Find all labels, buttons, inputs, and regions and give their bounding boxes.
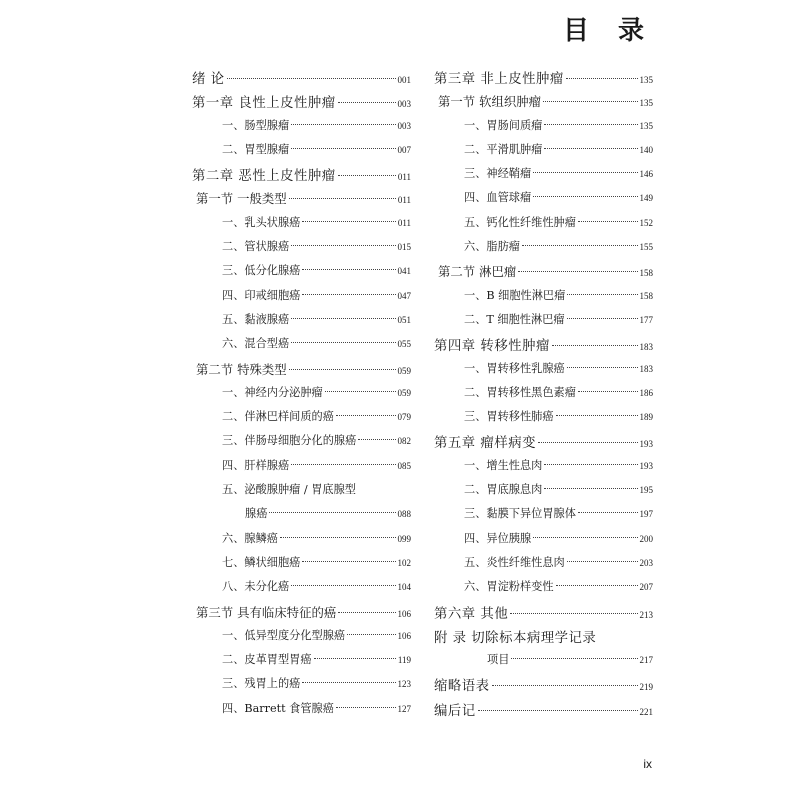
toc-entry-title: 绪 论 [192, 72, 225, 87]
toc-entry[interactable] [192, 627, 411, 651]
toc-page-number: 221 [639, 706, 653, 717]
toc-dot-leader [291, 342, 395, 343]
page-title: 目 录 [562, 16, 654, 46]
toc-entry[interactable] [434, 408, 653, 432]
toc-dot-leader [533, 172, 637, 173]
toc-dot-leader [492, 685, 638, 686]
toc-dot-leader [556, 585, 638, 586]
toc-dot-leader [566, 78, 638, 79]
toc-entry[interactable] [192, 675, 411, 699]
toc-dot-leader [347, 634, 395, 635]
toc-entry-title: 五、泌酸腺肿瘤 / 胃底腺型 [222, 483, 356, 497]
toc-entry-title: 三、神经鞘瘤 [464, 167, 532, 181]
toc-dot-leader [291, 585, 395, 586]
toc-entry-title: 四、血管球瘤 [464, 191, 532, 205]
toc-entry[interactable] [192, 432, 411, 456]
toc-entry[interactable] [192, 651, 411, 675]
toc-entry[interactable] [434, 214, 653, 238]
toc-page-number: 003 [397, 120, 411, 131]
toc-right-column [434, 68, 653, 724]
toc-dot-leader [291, 245, 395, 246]
toc-page-number: 055 [397, 339, 411, 350]
toc-dot-leader [578, 512, 638, 513]
toc-page-number: 001 [397, 75, 411, 85]
toc-dot-leader [269, 512, 395, 513]
toc-page-number: 011 [397, 195, 411, 206]
toc-entry-title: 五、炎性纤维性息肉 [464, 555, 565, 569]
toc-entry-title: 第二章 恶性上皮性肿瘤 [192, 169, 336, 185]
toc-page-number: 189 [639, 412, 653, 423]
toc-page-number: 158 [639, 290, 653, 301]
toc-entry[interactable] [434, 117, 653, 141]
toc-page-number: 011 [397, 217, 411, 228]
toc-entry-title: 六、胃淀粉样变性 [464, 580, 554, 594]
toc-page-number: 149 [639, 193, 653, 204]
toc-entry[interactable] [434, 675, 653, 699]
toc-dot-leader [302, 561, 395, 562]
toc-page-number: 119 [397, 655, 411, 666]
toc-entry[interactable] [434, 141, 653, 165]
toc-entry[interactable] [192, 189, 411, 213]
toc-dot-leader [289, 369, 396, 370]
toc-entry-title: 四、Barrett 食管腺癌 [222, 701, 334, 715]
toc-page-number: 082 [397, 436, 411, 447]
toc-entry-title: 三、胃转移性肺癌 [464, 410, 554, 424]
toc-page-number: 193 [639, 439, 653, 450]
toc-page-number: 127 [397, 703, 411, 714]
toc-entry[interactable] [434, 554, 653, 578]
toc-entry[interactable] [192, 408, 411, 432]
toc-page-number: 146 [639, 169, 653, 180]
toc-dot-leader [533, 196, 637, 197]
toc-page-number: 197 [639, 509, 653, 520]
toc-entry-title: 腺癌 [245, 507, 268, 521]
toc-entry[interactable] [192, 262, 411, 286]
toc-entry[interactable] [192, 92, 411, 116]
toc-entry-title: 三、残胃上的癌 [222, 677, 301, 691]
toc-entry-title: 一、增生性息肉 [464, 458, 543, 472]
toc-dot-leader [511, 658, 637, 659]
page-number: ix [643, 757, 652, 771]
toc-entry[interactable] [192, 165, 411, 189]
toc-page-number: 213 [639, 609, 653, 620]
toc-entry-title: 一、胃肠间质瘤 [464, 118, 543, 132]
toc-dot-leader [289, 198, 396, 199]
toc-entry-title: 四、异位胰腺 [464, 531, 532, 545]
toc-dot-leader [302, 221, 396, 222]
toc-page-number: 152 [639, 217, 653, 228]
toc-entry-title: 二、平滑肌肿瘤 [464, 142, 543, 156]
toc-entry[interactable] [192, 384, 411, 408]
toc-entry[interactable] [434, 651, 653, 675]
toc-dot-leader [358, 439, 395, 440]
toc-entry-title: 三、低分化腺癌 [222, 264, 301, 278]
toc-entry-title: 六、腺鳞癌 [222, 531, 278, 545]
toc-dot-leader [543, 101, 637, 102]
toc-dot-leader [302, 269, 395, 270]
toc-dot-leader [291, 318, 395, 319]
toc-entry[interactable] [192, 700, 411, 724]
toc-entry[interactable] [434, 578, 653, 602]
toc-entry[interactable] [434, 238, 653, 262]
toc-page-number: 183 [639, 342, 653, 353]
toc-page-number: 003 [397, 99, 411, 110]
toc-page-number: 158 [639, 268, 653, 279]
toc-entry[interactable] [192, 117, 411, 141]
toc-entry[interactable] [192, 68, 411, 92]
toc-dot-leader [280, 537, 396, 538]
toc-page-number: 041 [397, 266, 411, 277]
toc-entry-title: 五、钙化性纤维性肿瘤 [464, 215, 576, 229]
toc-entry-title: 一、乳头状腺癌 [222, 215, 301, 229]
toc-dot-leader [302, 294, 395, 295]
toc-entry-title: 编后记 [434, 703, 476, 719]
toc-dot-leader [227, 78, 396, 79]
toc-entry-title: 第二节 淋巴瘤 [438, 264, 517, 280]
toc-entry-title: 四、印戒细胞癌 [222, 288, 301, 302]
toc-dot-leader [544, 148, 637, 149]
toc-dot-leader [538, 442, 638, 443]
toc-page-number: 106 [397, 608, 411, 619]
toc-entry-title: 第二节 特殊类型 [196, 361, 287, 377]
toc-page-number: 177 [639, 314, 653, 325]
toc-entry-title: 第四章 转移性肿瘤 [434, 339, 550, 355]
toc-entry-title: 附 录 切除标本病理学记录 [434, 630, 597, 646]
toc-page-number: 102 [397, 557, 411, 568]
toc-entry-title: 三、伴肠母细胞分化的腺癌 [222, 434, 357, 448]
toc-entry[interactable] [434, 262, 653, 286]
toc-page-number: 135 [639, 98, 653, 109]
toc-entry[interactable] [434, 311, 653, 335]
toc-dot-leader [336, 415, 396, 416]
toc-entry-title: 第三节 具有临床特征的癌 [196, 604, 337, 620]
toc-entry[interactable] [434, 384, 653, 408]
toc-page-number: 099 [397, 533, 411, 544]
toc-page-number: 106 [397, 630, 411, 641]
toc-dot-leader [518, 271, 637, 272]
toc-page-number: 200 [639, 533, 653, 544]
toc-entry[interactable] [434, 530, 653, 554]
toc-entry-title: 五、黏液腺癌 [222, 312, 290, 326]
toc-dot-leader [556, 415, 638, 416]
toc-page-number: 155 [639, 242, 653, 253]
toc-entry-title: 一、低异型度分化型腺癌 [222, 628, 346, 642]
toc-dot-leader [325, 391, 396, 392]
toc-entry[interactable] [434, 360, 653, 384]
toc-left-column [192, 68, 411, 724]
toc-entry[interactable] [434, 700, 653, 724]
toc-page-number: 186 [639, 387, 653, 398]
toc-entry-title: 项目 [487, 653, 510, 667]
toc-entry[interactable] [192, 505, 411, 529]
toc-dot-leader [552, 345, 638, 346]
toc-page-number: 104 [397, 582, 411, 593]
toc-entry[interactable] [434, 92, 653, 116]
toc-entry[interactable] [434, 505, 653, 529]
toc-entry[interactable] [192, 214, 411, 238]
toc-dot-leader [567, 367, 638, 368]
toc-dot-leader [291, 464, 395, 465]
toc-entry-title: 七、鳞状细胞癌 [222, 555, 301, 569]
toc-entry[interactable] [192, 554, 411, 578]
toc-page-number: 059 [397, 387, 411, 398]
toc-entry[interactable] [434, 335, 653, 359]
toc-dot-leader [338, 175, 396, 176]
toc-entry[interactable] [192, 238, 411, 262]
toc-dot-leader [338, 612, 395, 613]
toc-entry-title: 二、皮革胃型胃癌 [222, 653, 312, 667]
toc-entry[interactable] [434, 457, 653, 481]
toc-page-number: 183 [639, 363, 653, 374]
toc-page-number: 011 [397, 172, 411, 183]
toc-entry[interactable] [192, 481, 411, 505]
toc-entry[interactable] [192, 457, 411, 481]
toc-page-number: 079 [397, 412, 411, 423]
toc-dot-leader [533, 537, 637, 538]
toc-entry-title: 二、伴淋巴样间质的癌 [222, 410, 334, 424]
toc-dot-leader [544, 488, 637, 489]
toc-page-number: 059 [397, 365, 411, 376]
toc-entry[interactable] [192, 335, 411, 359]
toc-dot-leader [291, 148, 395, 149]
toc-dot-leader [336, 707, 396, 708]
toc-dot-leader [510, 613, 637, 614]
toc-entry[interactable] [434, 189, 653, 213]
toc-page-number: 219 [639, 682, 653, 693]
toc-entry-title: 六、混合型癌 [222, 337, 290, 351]
toc-entry-title: 四、肝样腺癌 [222, 458, 290, 472]
toc-dot-leader [567, 561, 638, 562]
toc-page-number: 203 [639, 557, 653, 568]
toc-page-number: 007 [397, 144, 411, 155]
toc-dot-leader [291, 124, 395, 125]
toc-dot-leader [544, 464, 637, 465]
toc-page-number: 217 [639, 655, 653, 666]
toc-dot-leader [567, 294, 637, 295]
toc-entry[interactable] [192, 360, 411, 384]
toc-page-number: 123 [397, 679, 411, 690]
toc-page-number: 195 [639, 485, 653, 496]
toc-page-number: 088 [397, 509, 411, 520]
toc-entry-title: 八、未分化癌 [222, 580, 290, 594]
toc-page-number: 085 [397, 460, 411, 471]
toc-page-number: 207 [639, 582, 653, 593]
toc-entry[interactable] [192, 311, 411, 335]
toc-entry[interactable] [434, 627, 653, 651]
toc-entry[interactable] [192, 287, 411, 311]
toc-entry[interactable] [434, 432, 653, 456]
toc-page-number: 047 [397, 290, 411, 301]
toc-entry[interactable] [192, 141, 411, 165]
toc-entry[interactable] [434, 603, 653, 627]
toc-entry-title: 第六章 其他 [434, 606, 509, 622]
toc-entry-title: 三、黏膜下异位胃腺体 [464, 507, 576, 521]
toc-entry-title: 二、胃转移性黑色素瘤 [464, 385, 576, 399]
toc-entry-title: 二、T 细胞性淋巴瘤 [464, 312, 565, 326]
toc-dot-leader [314, 658, 396, 659]
toc-entry-title: 第一节 一般类型 [196, 191, 287, 207]
toc-entry-title: 一、B 细胞性淋巴瘤 [464, 288, 566, 302]
toc-dot-leader [578, 221, 638, 222]
toc-entry-title: 第一章 良性上皮性肿瘤 [192, 96, 336, 112]
toc-entry[interactable] [434, 165, 653, 189]
toc-entry[interactable] [192, 578, 411, 602]
toc-entry-title: 一、神经内分泌肿瘤 [222, 385, 323, 399]
toc-entry-title: 一、肠型腺瘤 [222, 118, 290, 132]
toc-entry-title: 一、胃转移性乳腺癌 [464, 361, 565, 375]
toc-page-number: 135 [639, 120, 653, 131]
toc-page-number: 193 [639, 460, 653, 471]
toc-dot-leader [522, 245, 638, 246]
toc-page-number: 135 [639, 75, 653, 85]
toc-page-number: 140 [639, 144, 653, 155]
toc-entry[interactable] [192, 530, 411, 554]
toc-entry-title: 二、管状腺癌 [222, 240, 290, 254]
toc-entry[interactable] [434, 481, 653, 505]
toc-entry-title: 六、脂肪瘤 [464, 240, 520, 254]
toc-dot-leader [338, 102, 396, 103]
toc-entry[interactable] [434, 68, 653, 92]
toc-dot-leader [302, 682, 395, 683]
toc-entry-title: 二、胃型腺瘤 [222, 142, 290, 156]
toc-entry-title: 第五章 瘤样病变 [434, 436, 536, 452]
toc-entry-title: 第一节 软组织肿瘤 [438, 94, 542, 110]
toc-entry-title: 缩略语表 [434, 679, 490, 695]
toc-page-number: 051 [397, 314, 411, 325]
toc-dot-leader [544, 124, 637, 125]
toc-entry-title: 二、胃底腺息肉 [464, 483, 543, 497]
toc-entry-title: 第三章 非上皮性肿瘤 [434, 72, 564, 87]
toc-dot-leader [567, 318, 638, 319]
toc-page-number: 015 [397, 242, 411, 253]
toc-dot-leader [578, 391, 638, 392]
toc-dot-leader [478, 710, 638, 711]
toc-entry[interactable] [434, 287, 653, 311]
toc-entry[interactable] [192, 603, 411, 627]
